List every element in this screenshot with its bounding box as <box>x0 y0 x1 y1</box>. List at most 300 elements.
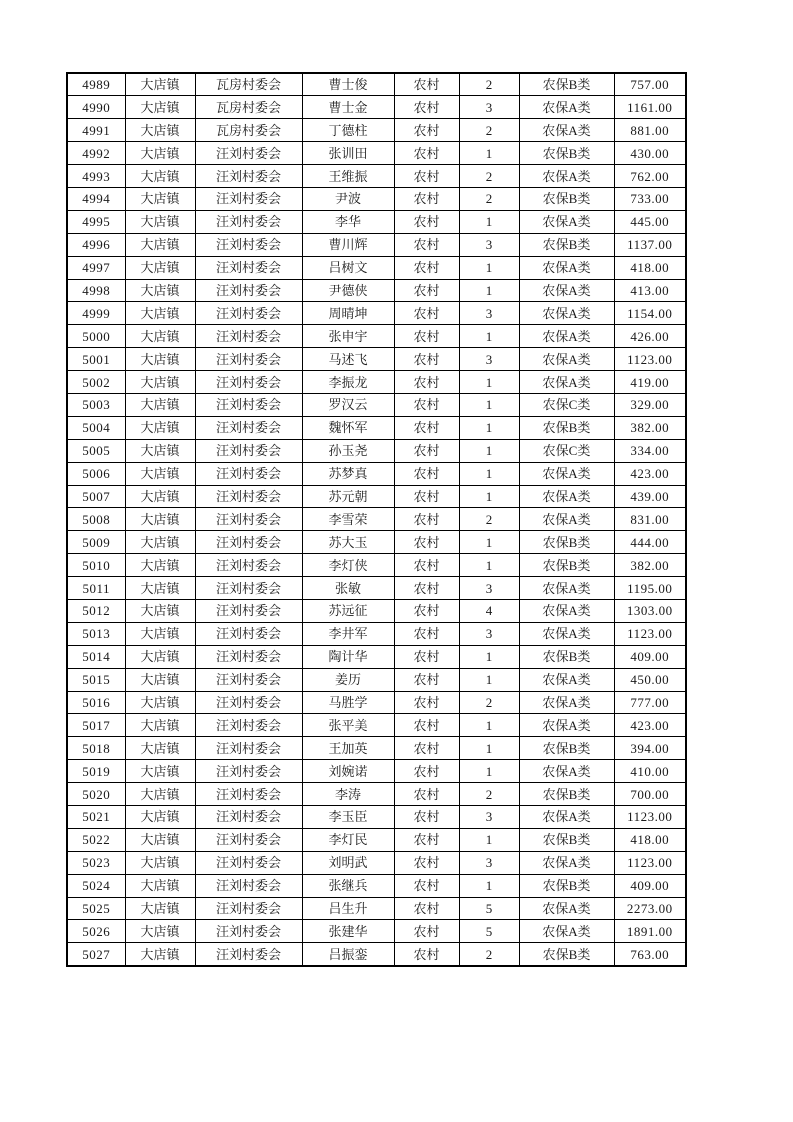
cell-serial-number: 5001 <box>67 348 125 371</box>
cell-person-name: 李井军 <box>302 622 394 645</box>
cell-amount: 763.00 <box>614 943 686 966</box>
cell-residence-type: 农村 <box>394 508 459 531</box>
cell-count: 1 <box>459 668 519 691</box>
cell-person-name: 吕树文 <box>302 256 394 279</box>
cell-amount: 1123.00 <box>614 806 686 829</box>
cell-insurance-class: 农保A类 <box>519 897 614 920</box>
cell-insurance-class: 农保A类 <box>519 760 614 783</box>
cell-town: 大店镇 <box>125 874 195 897</box>
cell-serial-number: 5026 <box>67 920 125 943</box>
cell-person-name: 李振龙 <box>302 371 394 394</box>
cell-village-committee: 汪刘村委会 <box>195 897 302 920</box>
cell-town: 大店镇 <box>125 943 195 966</box>
cell-residence-type: 农村 <box>394 416 459 439</box>
table-row <box>67 897 686 920</box>
cell-person-name: 吕振銮 <box>302 943 394 966</box>
cell-count: 2 <box>459 187 519 210</box>
cell-count: 1 <box>459 256 519 279</box>
cell-count: 1 <box>459 279 519 302</box>
cell-village-committee: 汪刘村委会 <box>195 439 302 462</box>
cell-town: 大店镇 <box>125 691 195 714</box>
table-row <box>67 393 686 416</box>
cell-amount: 445.00 <box>614 210 686 233</box>
table-row <box>67 302 686 325</box>
cell-village-committee: 汪刘村委会 <box>195 828 302 851</box>
cell-village-committee: 汪刘村委会 <box>195 943 302 966</box>
cell-insurance-class: 农保B类 <box>519 783 614 806</box>
table-row <box>67 828 686 851</box>
cell-person-name: 张继兵 <box>302 874 394 897</box>
cell-amount: 423.00 <box>614 462 686 485</box>
cell-town: 大店镇 <box>125 760 195 783</box>
cell-residence-type: 农村 <box>394 325 459 348</box>
cell-residence-type: 农村 <box>394 462 459 485</box>
cell-count: 1 <box>459 210 519 233</box>
cell-village-committee: 汪刘村委会 <box>195 806 302 829</box>
cell-insurance-class: 农保A类 <box>519 371 614 394</box>
cell-residence-type: 农村 <box>394 119 459 142</box>
cell-count: 3 <box>459 577 519 600</box>
cell-insurance-class: 农保C类 <box>519 393 614 416</box>
cell-amount: 413.00 <box>614 279 686 302</box>
cell-residence-type: 农村 <box>394 622 459 645</box>
cell-insurance-class: 农保A类 <box>519 96 614 119</box>
table-row <box>67 554 686 577</box>
table-row <box>67 691 686 714</box>
table-row <box>67 531 686 554</box>
cell-person-name: 苏远征 <box>302 599 394 622</box>
cell-village-committee: 汪刘村委会 <box>195 187 302 210</box>
cell-insurance-class: 农保A类 <box>519 851 614 874</box>
cell-serial-number: 4993 <box>67 165 125 188</box>
cell-town: 大店镇 <box>125 531 195 554</box>
cell-residence-type: 农村 <box>394 760 459 783</box>
cell-village-committee: 汪刘村委会 <box>195 737 302 760</box>
cell-village-committee: 汪刘村委会 <box>195 393 302 416</box>
cell-amount: 881.00 <box>614 119 686 142</box>
cell-village-committee: 汪刘村委会 <box>195 279 302 302</box>
cell-serial-number: 5004 <box>67 416 125 439</box>
cell-residence-type: 农村 <box>394 142 459 165</box>
cell-amount: 450.00 <box>614 668 686 691</box>
table-row <box>67 187 686 210</box>
cell-town: 大店镇 <box>125 325 195 348</box>
cell-amount: 1123.00 <box>614 622 686 645</box>
cell-insurance-class: 农保A类 <box>519 119 614 142</box>
cell-person-name: 张建华 <box>302 920 394 943</box>
cell-insurance-class: 农保B类 <box>519 531 614 554</box>
cell-serial-number: 4994 <box>67 187 125 210</box>
cell-village-committee: 汪刘村委会 <box>195 851 302 874</box>
cell-person-name: 丁德柱 <box>302 119 394 142</box>
cell-amount: 382.00 <box>614 416 686 439</box>
cell-insurance-class: 农保A类 <box>519 325 614 348</box>
cell-insurance-class: 农保B类 <box>519 73 614 96</box>
cell-residence-type: 农村 <box>394 668 459 691</box>
cell-insurance-class: 农保B类 <box>519 737 614 760</box>
cell-count: 3 <box>459 233 519 256</box>
cell-count: 1 <box>459 485 519 508</box>
cell-serial-number: 5010 <box>67 554 125 577</box>
cell-amount: 1137.00 <box>614 233 686 256</box>
cell-town: 大店镇 <box>125 119 195 142</box>
cell-insurance-class: 农保A类 <box>519 806 614 829</box>
cell-residence-type: 农村 <box>394 714 459 737</box>
cell-serial-number: 4997 <box>67 256 125 279</box>
table-row <box>67 599 686 622</box>
cell-village-committee: 汪刘村委会 <box>195 783 302 806</box>
cell-insurance-class: 农保A类 <box>519 622 614 645</box>
cell-count: 4 <box>459 599 519 622</box>
cell-residence-type: 农村 <box>394 645 459 668</box>
table-row <box>67 279 686 302</box>
cell-amount: 757.00 <box>614 73 686 96</box>
cell-village-committee: 汪刘村委会 <box>195 920 302 943</box>
table-row <box>67 462 686 485</box>
cell-amount: 394.00 <box>614 737 686 760</box>
cell-person-name: 李雪荣 <box>302 508 394 531</box>
cell-residence-type: 农村 <box>394 371 459 394</box>
cell-village-committee: 汪刘村委会 <box>195 577 302 600</box>
table-row <box>67 325 686 348</box>
cell-town: 大店镇 <box>125 806 195 829</box>
table-row <box>67 943 686 966</box>
cell-village-committee: 汪刘村委会 <box>195 256 302 279</box>
cell-serial-number: 4999 <box>67 302 125 325</box>
table-row <box>67 508 686 531</box>
cell-insurance-class: 农保A类 <box>519 577 614 600</box>
cell-town: 大店镇 <box>125 577 195 600</box>
cell-count: 2 <box>459 165 519 188</box>
cell-village-committee: 瓦房村委会 <box>195 96 302 119</box>
cell-town: 大店镇 <box>125 485 195 508</box>
cell-count: 1 <box>459 462 519 485</box>
cell-serial-number: 5024 <box>67 874 125 897</box>
cell-amount: 329.00 <box>614 393 686 416</box>
cell-count: 1 <box>459 439 519 462</box>
cell-serial-number: 5019 <box>67 760 125 783</box>
cell-amount: 2273.00 <box>614 897 686 920</box>
cell-amount: 1303.00 <box>614 599 686 622</box>
cell-town: 大店镇 <box>125 187 195 210</box>
cell-village-committee: 汪刘村委会 <box>195 165 302 188</box>
cell-town: 大店镇 <box>125 920 195 943</box>
cell-count: 1 <box>459 371 519 394</box>
cell-amount: 418.00 <box>614 256 686 279</box>
cell-amount: 1891.00 <box>614 920 686 943</box>
cell-town: 大店镇 <box>125 165 195 188</box>
cell-town: 大店镇 <box>125 416 195 439</box>
cell-serial-number: 5003 <box>67 393 125 416</box>
cell-amount: 382.00 <box>614 554 686 577</box>
cell-person-name: 尹德侠 <box>302 279 394 302</box>
table-row <box>67 348 686 371</box>
cell-serial-number: 5012 <box>67 599 125 622</box>
cell-residence-type: 农村 <box>394 73 459 96</box>
cell-insurance-class: 农保B类 <box>519 416 614 439</box>
cell-amount: 409.00 <box>614 645 686 668</box>
cell-residence-type: 农村 <box>394 279 459 302</box>
cell-village-committee: 汪刘村委会 <box>195 645 302 668</box>
table-row <box>67 737 686 760</box>
table-row <box>67 96 686 119</box>
cell-count: 3 <box>459 302 519 325</box>
cell-count: 1 <box>459 760 519 783</box>
cell-person-name: 曹士金 <box>302 96 394 119</box>
cell-residence-type: 农村 <box>394 485 459 508</box>
cell-person-name: 王加英 <box>302 737 394 760</box>
cell-town: 大店镇 <box>125 462 195 485</box>
cell-village-committee: 汪刘村委会 <box>195 760 302 783</box>
cell-residence-type: 农村 <box>394 783 459 806</box>
cell-person-name: 陶计华 <box>302 645 394 668</box>
cell-residence-type: 农村 <box>394 737 459 760</box>
cell-town: 大店镇 <box>125 622 195 645</box>
cell-person-name: 尹波 <box>302 187 394 210</box>
cell-serial-number: 4996 <box>67 233 125 256</box>
cell-serial-number: 5008 <box>67 508 125 531</box>
cell-town: 大店镇 <box>125 897 195 920</box>
cell-count: 1 <box>459 714 519 737</box>
cell-count: 2 <box>459 783 519 806</box>
cell-serial-number: 5020 <box>67 783 125 806</box>
cell-village-committee: 汪刘村委会 <box>195 554 302 577</box>
cell-village-committee: 汪刘村委会 <box>195 622 302 645</box>
cell-amount: 831.00 <box>614 508 686 531</box>
cell-village-committee: 汪刘村委会 <box>195 485 302 508</box>
cell-insurance-class: 农保B类 <box>519 233 614 256</box>
table-row <box>67 210 686 233</box>
cell-count: 1 <box>459 531 519 554</box>
cell-residence-type: 农村 <box>394 874 459 897</box>
cell-village-committee: 汪刘村委会 <box>195 210 302 233</box>
cell-amount: 1161.00 <box>614 96 686 119</box>
table-row <box>67 577 686 600</box>
cell-town: 大店镇 <box>125 73 195 96</box>
cell-amount: 1123.00 <box>614 851 686 874</box>
cell-insurance-class: 农保A类 <box>519 485 614 508</box>
table-row <box>67 485 686 508</box>
cell-count: 5 <box>459 897 519 920</box>
cell-town: 大店镇 <box>125 599 195 622</box>
cell-serial-number: 5018 <box>67 737 125 760</box>
cell-serial-number: 5022 <box>67 828 125 851</box>
cell-serial-number: 5007 <box>67 485 125 508</box>
table-row <box>67 920 686 943</box>
cell-count: 3 <box>459 851 519 874</box>
cell-count: 2 <box>459 73 519 96</box>
cell-serial-number: 4991 <box>67 119 125 142</box>
cell-insurance-class: 农保A类 <box>519 599 614 622</box>
cell-insurance-class: 农保B类 <box>519 554 614 577</box>
cell-serial-number: 5027 <box>67 943 125 966</box>
cell-village-committee: 汪刘村委会 <box>195 416 302 439</box>
cell-town: 大店镇 <box>125 851 195 874</box>
cell-serial-number: 5006 <box>67 462 125 485</box>
cell-residence-type: 农村 <box>394 897 459 920</box>
table-row <box>67 645 686 668</box>
cell-insurance-class: 农保B类 <box>519 828 614 851</box>
table-row <box>67 416 686 439</box>
cell-amount: 1123.00 <box>614 348 686 371</box>
cell-serial-number: 4998 <box>67 279 125 302</box>
cell-count: 5 <box>459 920 519 943</box>
cell-town: 大店镇 <box>125 279 195 302</box>
cell-person-name: 马胜学 <box>302 691 394 714</box>
cell-village-committee: 瓦房村委会 <box>195 119 302 142</box>
cell-insurance-class: 农保B类 <box>519 874 614 897</box>
cell-count: 2 <box>459 943 519 966</box>
table-row <box>67 783 686 806</box>
table-row <box>67 668 686 691</box>
cell-town: 大店镇 <box>125 96 195 119</box>
cell-count: 2 <box>459 508 519 531</box>
cell-count: 1 <box>459 393 519 416</box>
cell-amount: 430.00 <box>614 142 686 165</box>
cell-count: 3 <box>459 806 519 829</box>
table-row <box>67 371 686 394</box>
cell-residence-type: 农村 <box>394 96 459 119</box>
cell-insurance-class: 农保B类 <box>519 187 614 210</box>
cell-count: 1 <box>459 828 519 851</box>
cell-residence-type: 农村 <box>394 851 459 874</box>
cell-serial-number: 5023 <box>67 851 125 874</box>
cell-insurance-class: 农保A类 <box>519 210 614 233</box>
cell-serial-number: 5016 <box>67 691 125 714</box>
cell-village-committee: 汪刘村委会 <box>195 508 302 531</box>
cell-residence-type: 农村 <box>394 348 459 371</box>
cell-residence-type: 农村 <box>394 828 459 851</box>
cell-amount: 762.00 <box>614 165 686 188</box>
cell-serial-number: 5005 <box>67 439 125 462</box>
cell-person-name: 姜历 <box>302 668 394 691</box>
cell-residence-type: 农村 <box>394 554 459 577</box>
cell-person-name: 曹士俊 <box>302 73 394 96</box>
cell-amount: 439.00 <box>614 485 686 508</box>
cell-residence-type: 农村 <box>394 256 459 279</box>
cell-serial-number: 5013 <box>67 622 125 645</box>
cell-village-committee: 瓦房村委会 <box>195 73 302 96</box>
cell-residence-type: 农村 <box>394 233 459 256</box>
insurance-roster-table <box>66 72 687 967</box>
cell-town: 大店镇 <box>125 142 195 165</box>
cell-insurance-class: 农保B类 <box>519 645 614 668</box>
cell-residence-type: 农村 <box>394 920 459 943</box>
cell-town: 大店镇 <box>125 508 195 531</box>
cell-village-committee: 汪刘村委会 <box>195 874 302 897</box>
cell-amount: 418.00 <box>614 828 686 851</box>
cell-residence-type: 农村 <box>394 531 459 554</box>
roster-table-body <box>67 73 686 966</box>
cell-insurance-class: 农保A类 <box>519 256 614 279</box>
cell-town: 大店镇 <box>125 348 195 371</box>
cell-town: 大店镇 <box>125 737 195 760</box>
cell-count: 3 <box>459 622 519 645</box>
cell-insurance-class: 农保A类 <box>519 508 614 531</box>
cell-village-committee: 汪刘村委会 <box>195 714 302 737</box>
cell-residence-type: 农村 <box>394 165 459 188</box>
cell-village-committee: 汪刘村委会 <box>195 531 302 554</box>
cell-town: 大店镇 <box>125 233 195 256</box>
cell-town: 大店镇 <box>125 302 195 325</box>
cell-village-committee: 汪刘村委会 <box>195 325 302 348</box>
table-row <box>67 73 686 96</box>
cell-person-name: 王维振 <box>302 165 394 188</box>
cell-serial-number: 5009 <box>67 531 125 554</box>
cell-residence-type: 农村 <box>394 439 459 462</box>
cell-person-name: 李灯民 <box>302 828 394 851</box>
cell-insurance-class: 农保A类 <box>519 279 614 302</box>
cell-residence-type: 农村 <box>394 943 459 966</box>
table-row <box>67 714 686 737</box>
cell-person-name: 刘明武 <box>302 851 394 874</box>
cell-amount: 423.00 <box>614 714 686 737</box>
cell-person-name: 曹川辉 <box>302 233 394 256</box>
cell-person-name: 孙玉尧 <box>302 439 394 462</box>
cell-town: 大店镇 <box>125 210 195 233</box>
cell-residence-type: 农村 <box>394 691 459 714</box>
cell-person-name: 李灯侠 <box>302 554 394 577</box>
cell-amount: 409.00 <box>614 874 686 897</box>
cell-count: 1 <box>459 142 519 165</box>
cell-person-name: 张敏 <box>302 577 394 600</box>
table-row <box>67 622 686 645</box>
cell-residence-type: 农村 <box>394 599 459 622</box>
cell-serial-number: 5014 <box>67 645 125 668</box>
cell-insurance-class: 农保A类 <box>519 462 614 485</box>
table-row <box>67 256 686 279</box>
cell-amount: 700.00 <box>614 783 686 806</box>
cell-village-committee: 汪刘村委会 <box>195 691 302 714</box>
cell-village-committee: 汪刘村委会 <box>195 668 302 691</box>
cell-serial-number: 5002 <box>67 371 125 394</box>
cell-residence-type: 农村 <box>394 187 459 210</box>
cell-village-committee: 汪刘村委会 <box>195 302 302 325</box>
cell-serial-number: 4990 <box>67 96 125 119</box>
cell-town: 大店镇 <box>125 645 195 668</box>
table-row <box>67 142 686 165</box>
cell-amount: 1154.00 <box>614 302 686 325</box>
cell-count: 1 <box>459 416 519 439</box>
cell-town: 大店镇 <box>125 714 195 737</box>
cell-person-name: 罗汉云 <box>302 393 394 416</box>
cell-person-name: 李涛 <box>302 783 394 806</box>
cell-count: 1 <box>459 737 519 760</box>
cell-count: 1 <box>459 645 519 668</box>
cell-town: 大店镇 <box>125 828 195 851</box>
cell-town: 大店镇 <box>125 783 195 806</box>
table-row <box>67 760 686 783</box>
cell-residence-type: 农村 <box>394 210 459 233</box>
cell-person-name: 周晴坤 <box>302 302 394 325</box>
cell-amount: 1195.00 <box>614 577 686 600</box>
table-row <box>67 806 686 829</box>
cell-count: 3 <box>459 96 519 119</box>
cell-town: 大店镇 <box>125 371 195 394</box>
cell-person-name: 苏梦真 <box>302 462 394 485</box>
cell-count: 1 <box>459 325 519 348</box>
cell-village-committee: 汪刘村委会 <box>195 233 302 256</box>
cell-person-name: 苏大玉 <box>302 531 394 554</box>
table-row <box>67 851 686 874</box>
cell-town: 大店镇 <box>125 668 195 691</box>
cell-village-committee: 汪刘村委会 <box>195 462 302 485</box>
cell-count: 1 <box>459 554 519 577</box>
cell-amount: 426.00 <box>614 325 686 348</box>
cell-town: 大店镇 <box>125 256 195 279</box>
cell-insurance-class: 农保B类 <box>519 142 614 165</box>
cell-insurance-class: 农保A类 <box>519 714 614 737</box>
